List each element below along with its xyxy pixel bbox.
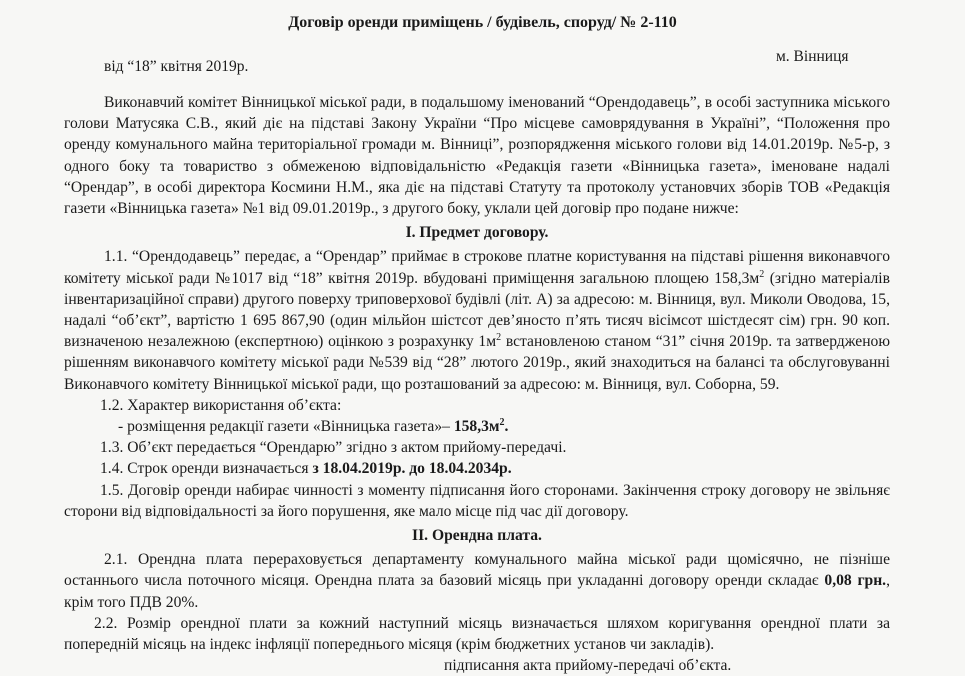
clause-2-1	[64, 549, 890, 613]
clause-1-1	[64, 246, 890, 394]
clause-1-2-area: $158,3м^2$.	[453, 416, 509, 436]
clause-2-2: 2.2. Розмір орендної плати за кожний наступний місяць визначається шляхом коригування орендної плати за попередній місяць на індекс інфляції попереднього місяця (крім бюджетних установ чи закладів).	[64, 614, 890, 654]
document-title: Договір оренди приміщень / будівель, споруд/ № 2-110	[288, 14, 677, 31]
clause-1-1-part-b: (згідно матеріалів інвентаризаційної справи) другого поверху триповерхової будівлі (літ. А) за адресою: м. Вінниця, вул. Миколи Оводова, 15, надалі “об’єкт”, вартістю 1 695 867,90 (один мільйон шістсот дев’яносто п’ять тисяч вісімсот шістдесят сім) грн. 90 коп. визначеною незалежною (експертною) оцінкою з розрахунку 1м	[64, 269, 890, 351]
clause-1-4	[64, 458, 890, 479]
clause-2-1-text: 2.1. Орендна плата перераховується департаменту комунального майна міської ради щомісячно, не пізніше останнього числа поточного місяця. Орендна плата за базовий місяць при укладанні договору оренди складає	[64, 551, 890, 590]
document-body	[64, 92, 890, 676]
clause-1-5: 1.5. Договір оренди набирає чинності з моменту підписання його сторонами. Закінчення строку договору не звільняє сторони від відповідальності за його порушення, яке мало місце під час дії договору.	[64, 481, 890, 520]
clause-1-1-part-a: 1.1. “Орендодавець” передає, а “Орендар” приймає в строкове платне користування на підставі рішення виконавчого комітету міської ради №1017 від “18” квітня 2019р. вбудовані приміщення загальною площею 158,3м	[64, 248, 890, 287]
superscript: 2	[496, 332, 502, 344]
clause-2-1-amount: 0,08 грн.	[824, 572, 887, 590]
superscript: 2	[499, 416, 505, 428]
section-1-heading: I. Предмет договору.	[405, 224, 549, 242]
clause-1-1-part-c: встановленою станом “31” січня 2019р. та затвердженою рішенням виконавчого комітету міської ради №539 від “28” лютого 2019р., який знаходиться на балансі та обслуговуванні Виконавчого комітету Вінницької міської ради, що розташований за адресою: м. Вінниця, вул. Соборна, 59.	[64, 333, 890, 393]
document-date: від “18” квітня 2019р.	[104, 58, 249, 75]
clause-2-1-tax: , крім того ПДВ 20%.	[64, 572, 890, 611]
clause-1-2: 1.2. Характер використання об’єкта:	[100, 396, 342, 414]
clause-1-2-item	[64, 416, 890, 437]
section-2-heading: II. Орендна плата.	[412, 527, 542, 545]
clause-2-3-fragment: підписання акта прийому-передачі об’єкта.	[444, 657, 732, 675]
superscript: 2	[759, 268, 765, 280]
document-city: м. Вінниця	[776, 48, 849, 65]
clause-1-3: 1.3. Об’єкт передається “Орендарю” згідно з актом прийому-передачі.	[100, 439, 567, 457]
clause-1-2-item-text: - розміщення редакції газети «Вінницька газета»–	[118, 418, 454, 436]
clause-1-4-text: 1.4. Строк оренди визначається	[100, 460, 313, 478]
clause-1-4-period: з 18.04.2019р. до 18.04.2034р.	[312, 460, 512, 478]
intro-paragraph: Виконавчий комітет Вінницької міської ради, в подальшому іменований “Орендодавець”, в особі заступника міського голови Матусяка С.В., який діє на підставі Закону України “Про місцеве самоврядування в Україні”, “Положення про оренду комунального майна територіальної громади м. Вінниці”, розпорядження міського голови від 14.01.2019р. №5-р, з одного боку та товариство з обмеженою відповідальністю «Редакція газети «Вінницька газета», іменоване надалі “Орендар”, в особі директора Космини Н.М., яка діє на підставі Статуту та протоколу установчих зборів ТОВ «Редакція газети «Вінницька газета» №1 від 09.01.2019р., з другого боку, уклали цей договір про подане нижче:	[64, 94, 890, 218]
